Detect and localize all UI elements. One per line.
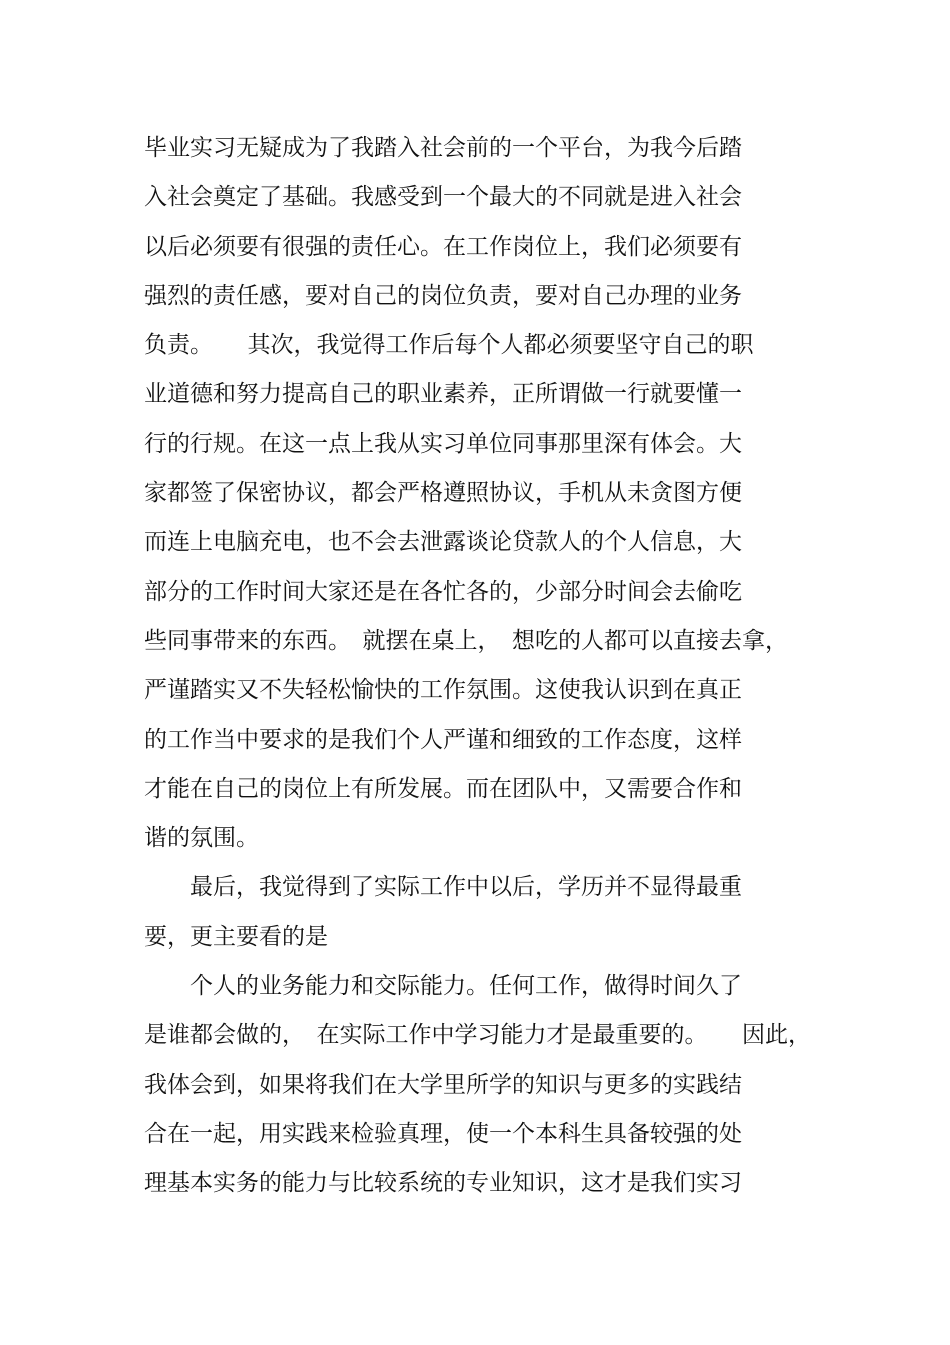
text-line: 些同事带来的东西。 就摆在桌上， 想吃的人都可以直接去拿， [144,627,788,654]
text-line: 理基本实务的能力与比较系统的专业知识，这才是我们实习 [144,1170,742,1197]
text-line: 强烈的责任感，要对自己的岗位负责，要对自己办理的业务 [144,282,742,309]
text-line: 负责。 其次，我觉得工作后每个人都必须要坚守自己的职 [144,332,754,359]
text-line: 合在一起，用实践来检验真理，使一个本科生具备较强的处 [144,1120,742,1147]
text-line: 毕业实习无疑成为了我踏入社会前的一个平台，为我今后踏 [144,135,742,161]
text-line: 入社会奠定了基础。我感受到一个最大的不同就是进入社会 [144,184,742,211]
text-line: 是谁都会做的， 在实际工作中学习能力才是最重要的。 因此， [144,1022,811,1049]
text-line: 个人的业务能力和交际能力。任何工作，做得时间久了 [144,973,742,1000]
text-line: 部分的工作时间大家还是在各忙各的，少部分时间会去偷吃 [144,578,742,605]
text-line: 谐的氛围。 [144,825,259,852]
text-line: 的工作当中要求的是我们个人严谨和细致的工作态度，这样 [144,726,742,753]
text-line: 行的行规。在这一点上我从实习单位同事那里深有体会。大 [144,430,742,457]
text-line: 才能在自己的岗位上有所发展。而在团队中，又需要合作和 [144,775,742,802]
text-line: 严谨踏实又不失轻松愉快的工作氛围。这使我认识到在真正 [144,677,742,704]
body-text [144,124,864,1209]
text-line: 而连上电脑充电，也不会去泄露谈论贷款人的个人信息，大 [144,529,742,556]
text-line: 我体会到，如果将我们在大学里所学的知识与更多的实践结 [144,1071,742,1098]
text-line: 要，更主要看的是 [144,923,328,950]
text-line: 业道德和努力提高自己的职业素养，正所谓做一行就要懂一 [144,381,742,408]
text-line: 家都签了保密协议，都会严格遵照协议，手机从未贪图方便 [144,480,742,507]
text-line: 最后，我觉得到了实际工作中以后，学历并不显得最重 [144,874,742,901]
text-line: 以后必须要有很强的责任心。在工作岗位上，我们必须要有 [144,233,742,260]
